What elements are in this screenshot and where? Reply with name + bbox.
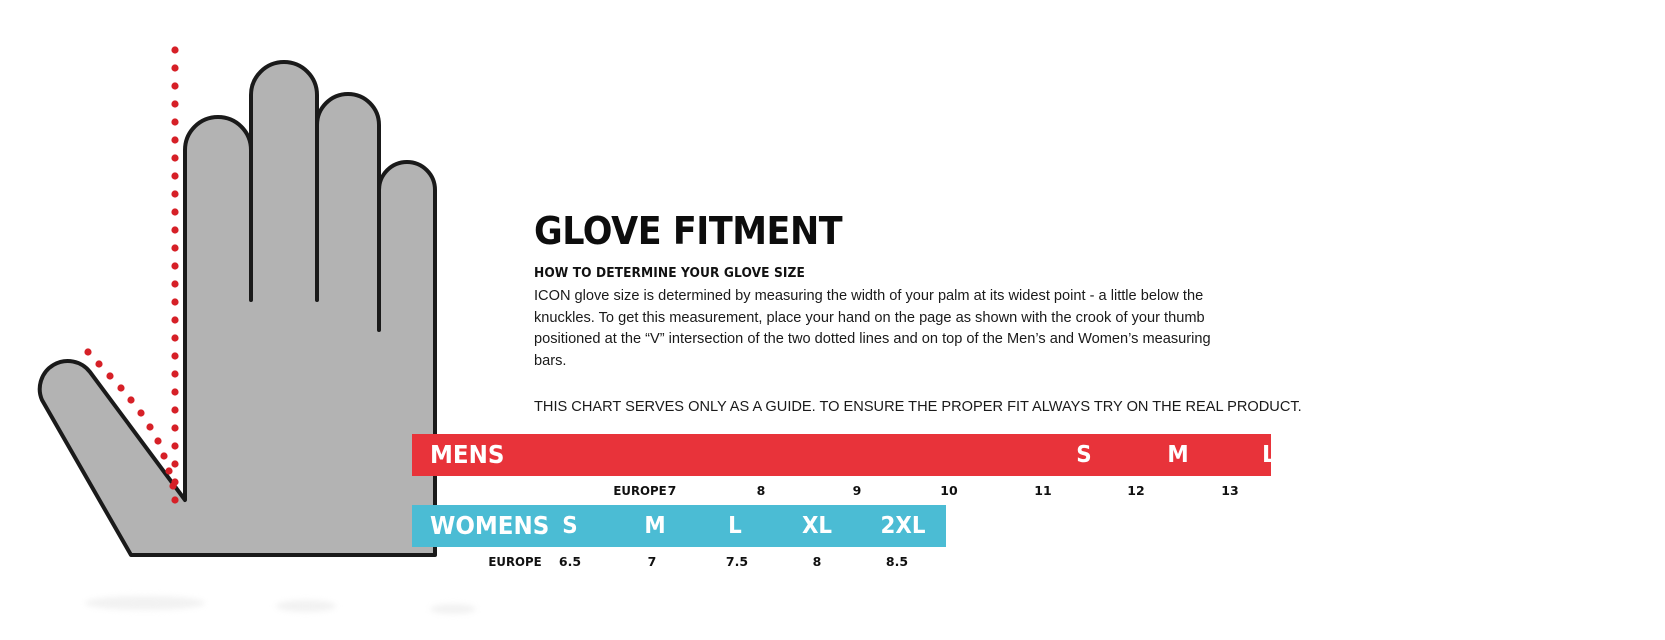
mens-europe-11: 11 [1034, 483, 1052, 498]
womens-europe-6-5: 6.5 [558, 554, 582, 569]
section-subtitle: HOW TO DETERMINE YOUR GLOVE SIZE [534, 266, 805, 281]
mens-europe-label: EUROPE [613, 483, 667, 498]
scan-artifact [276, 600, 336, 612]
mens-europe-10: 10 [940, 483, 958, 498]
mens-bar-label: MENS [430, 440, 505, 469]
womens-size-s: S [562, 513, 578, 539]
mens-size-4xl: 4XL [1619, 442, 1665, 468]
mens-europe-7: 7 [667, 483, 677, 498]
womens-europe-8-5: 8.5 [885, 554, 909, 569]
womens-size-bar [412, 505, 946, 547]
scan-artifact [430, 604, 476, 614]
mens-size-bar [412, 434, 1665, 476]
womens-europe-7-5: 7.5 [725, 554, 749, 569]
mens-europe-12: 12 [1127, 483, 1145, 498]
mens-size-l: L [1262, 442, 1276, 468]
womens-europe-row [412, 552, 946, 572]
mens-size-m: M [1167, 442, 1189, 468]
womens-europe-label: EUROPE [488, 554, 542, 569]
womens-size-l: L [728, 513, 742, 539]
mens-europe-13: 13 [1221, 483, 1239, 498]
womens-europe-7: 7 [647, 554, 657, 569]
hand-outline-icon [40, 62, 435, 555]
womens-size-m: M [644, 513, 666, 539]
womens-europe-8: 8 [812, 554, 822, 569]
mens-size-xl: XL [1345, 442, 1377, 468]
scan-artifact [85, 596, 205, 610]
mens-europe-row [412, 481, 1271, 501]
womens-size-2xl: 2XL [880, 513, 926, 539]
mens-size-3xl: 3XL [1524, 442, 1570, 468]
fitment-text-block [534, 209, 1264, 372]
womens-bar-label: WOMENS [430, 511, 550, 540]
mens-size-s: S [1076, 442, 1092, 468]
mens-size-2xl: 2XL [1432, 442, 1478, 468]
page-title: GLOVE FITMENT [534, 209, 843, 253]
mens-europe-9: 9 [852, 483, 862, 498]
instructions-paragraph: ICON glove size is determined by measuring the width of your palm at its widest point - a little below the knuckles. To get this measurement, place your hand on the page as shown with the crook of your thumb positioned at the “V” intersection of the two dotted lines and on top of the Men’s and Women’s measuring bars. [534, 288, 1211, 369]
guide-disclaimer: THIS CHART SERVES ONLY AS A GUIDE. TO ENSURE THE PROPER FIT ALWAYS TRY ON THE REAL PRODUCT. [534, 399, 1302, 415]
mens-europe-8: 8 [756, 483, 766, 498]
womens-size-xl: XL [801, 513, 833, 539]
